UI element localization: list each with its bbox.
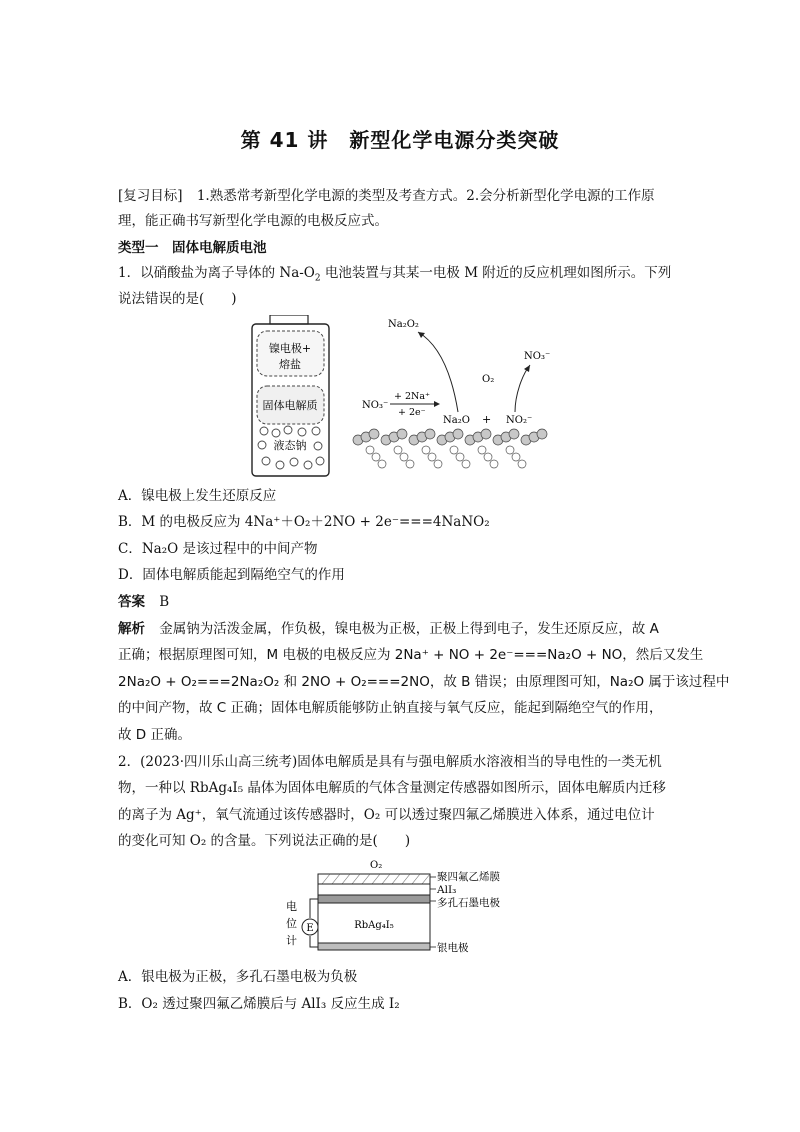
answer-value: B [159,594,170,610]
analysis-text-1: 金属钠为活泼金属，作负极，镍电极为正极，正极上得到电子，发生还原反应，故 A [159,621,659,637]
rbag-label: RbAg₄I₅ [354,920,394,931]
graphite-label: 多孔石墨电极 [437,897,500,909]
analysis-label: 解析 [118,621,145,637]
q1-analysis-line2: 正确；根据原理图可知，M 电极的电极反应为 2Na⁺ + NO + 2e⁻===Na₂O + NO，然后又发生 [118,647,704,663]
q1-figure [240,315,560,480]
review-text-1: 1.熟悉常考新型化学电源的类型及考查方式。2.会分析新型化学电源的工作原 [196,188,655,204]
electrode-lattice [353,429,547,468]
no3-left-label: NO₃⁻ [362,400,389,411]
nickel-label-2: 熔盐 [279,358,301,371]
na2o2-label: Na₂O₂ [388,319,419,330]
reaction-arrow-head [434,401,440,407]
q1-stem-part2: 电池装置与其某一电极 M 附近的反应机理如图所示。下列 [320,265,672,281]
q1-option-d: D．固体电解质能起到隔绝空气的作用 [118,567,345,583]
curve-arrow-no3 [515,365,530,412]
q1-stem-line2: 说法错误的是( ) [118,291,237,307]
q1-analysis-line3: 2Na₂O + O₂===2Na₂O₂ 和 2NO + O₂===2NO，故 B 错误；由原理图可知，Na₂O 属于该过程中 [118,674,730,690]
q1-analysis-line4: 的中间产物，故 C 正确；固体电解质能够防止钠直接与氧气反应，能起到隔绝空气的作用， [118,700,663,716]
q1-stem-line1: 1．以硝酸盐为离子导体的 $Na-O_2$ 电池装置与其某一电极 M 附近的反应机理如图所示。下列 [118,265,672,284]
review-objectives-line2: 理，能正确书写新型化学电源的电极反应式。 [118,213,388,229]
circuit-wire-top [310,899,318,918]
review-objectives-line1 [118,186,655,206]
curve-arrow-na2o2-head [418,332,425,338]
no3-top-label: NO₃⁻ [524,351,551,362]
graphite-layer [318,895,430,903]
q1-stem-part1: 1．以硝酸盐为离子导体的 Na-O [118,265,315,281]
plus-2na-label: + 2Na⁺ [394,391,431,402]
silver-layer [318,943,430,950]
q1-answer [118,592,169,612]
plus-sign: + [482,413,492,426]
ptfe-label: 聚四氟乙烯膜 [437,871,500,883]
q2-stem-line2: 物，一种以 RbAg₄I₅ 晶体为固体电解质的气体含量测定传感器如图所示，固体电解质内迁移 [118,780,666,796]
q2-option-a: A．银电极为正极，多孔石墨电极为负极 [118,969,358,985]
page-title: 第 41 讲 新型化学电源分类突破 [240,128,560,152]
silver-label: 银电极 [437,942,469,954]
q2-stem-line3: 的离子为 Ag⁺，氧气流通过该传感器时，O₂ 可以透过聚四氟乙烯膜进入体系，通过电位计 [118,807,655,823]
meter-label-3: 计 [286,934,297,947]
review-label: [复习目标] [118,188,183,204]
q2-stem-line4: 的变化可知 O₂ 的含量。下列说法正确的是( ) [118,833,411,849]
q1-analysis-line1 [118,619,659,639]
fig2-o2-label: O₂ [370,860,383,871]
section-heading: 类型一 固体电解质电池 [118,240,267,256]
meter-label-2: 位 [286,917,297,930]
q2-stem-line1: 2．(2023·四川乐山高三统考)固体电解质是具有与强电解质水溶液相当的导电性的一类无机 [118,754,662,770]
e-symbol: E [306,923,314,934]
q1-option-c: C．Na₂O 是该过程中的中间产物 [118,541,318,557]
electrolyte-label: 固体电解质 [262,399,318,412]
q1-option-a: A．镍电极上发生还原反应 [118,488,277,504]
plus-2e-label: + 2e⁻ [398,407,426,418]
nickel-label-1: 镍电极+ [268,342,312,355]
no2-label: NO₂⁻ [506,415,533,426]
q1-analysis-line5: 故 D 正确。 [118,727,191,743]
sodium-label: 液态钠 [273,439,307,452]
curve-arrow-no3-head [524,365,530,372]
ali3-layer [318,884,430,895]
ali3-label: AlI₃ [437,884,457,896]
q2-figure [280,856,540,960]
q2-option-b: B．O₂ 透过聚四氟乙烯膜后与 AlI₃ 反应生成 I₂ [118,996,400,1012]
o2-label: O₂ [482,374,495,385]
na2o-label: Na₂O [443,415,470,426]
battery-cap [270,315,308,324]
meter-label-1: 电 [286,900,297,913]
circuit-wire-bottom [310,936,318,947]
q1-option-b: B．M 的电极反应为 4Na⁺＋O₂＋2NO + 2e⁻===4NaNO₂ [118,514,490,530]
answer-label: 答案 [118,594,145,610]
